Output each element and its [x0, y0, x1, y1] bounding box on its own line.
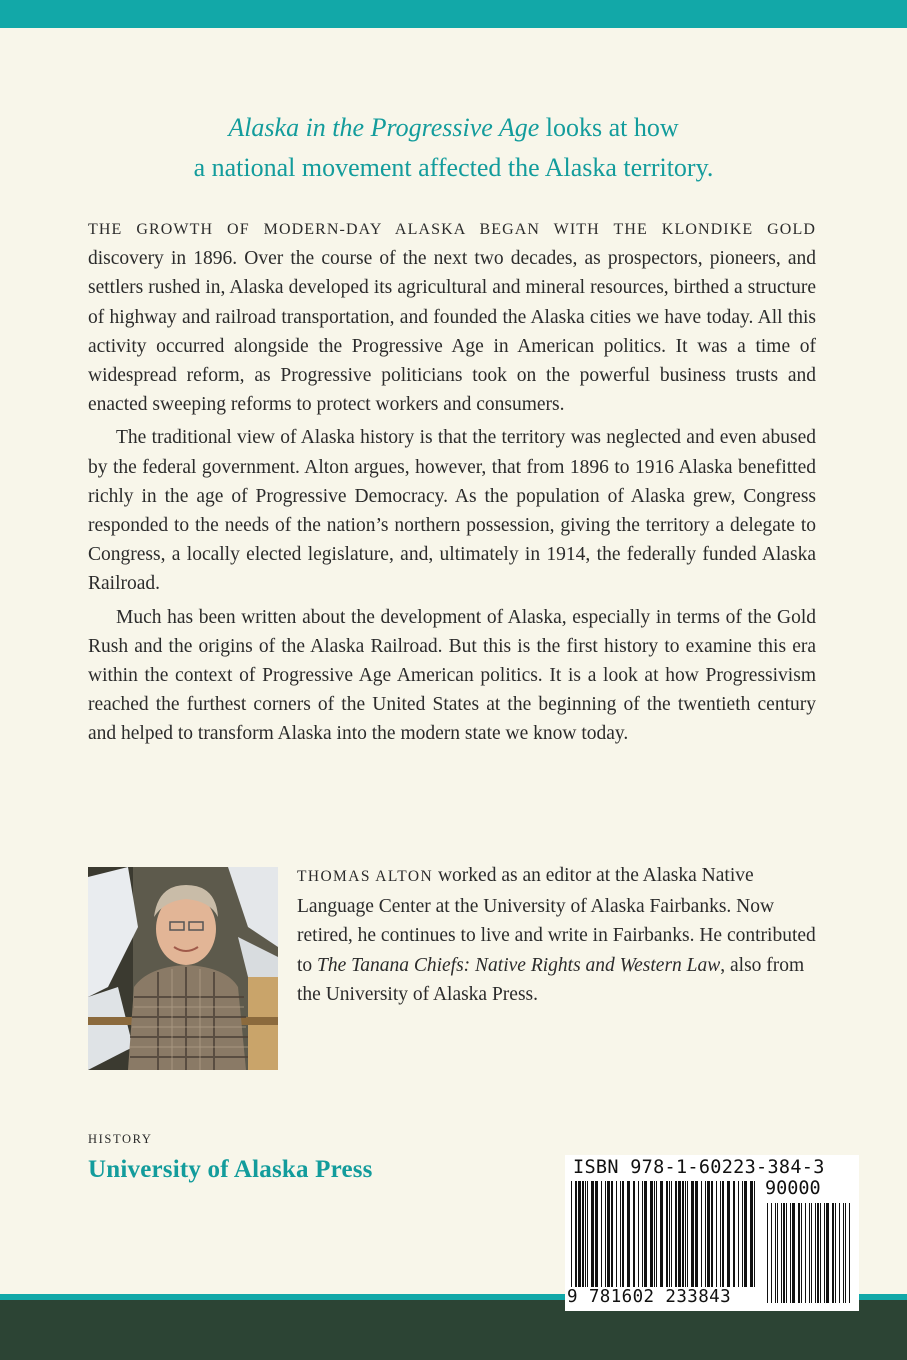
price-addon-barcode-icon [765, 1203, 853, 1305]
book-title: Alaska in the Progressive Age [228, 113, 540, 142]
price-code: 90000 [765, 1178, 821, 1199]
isbn-label: ISBN 978-1-60223-384-3 [573, 1157, 825, 1178]
top-color-band [0, 0, 907, 28]
author-portrait-icon [88, 867, 278, 1070]
publisher-name: University of Alaska Press [88, 1156, 373, 1183]
tagline-line-1: Alaska in the Progressive Age looks at how [228, 113, 679, 142]
author-bio: THOMAS ALTON worked as an editor at the Alaska Native Language Center at the University of Alaska Fairbanks. Now retired, he continues to live and write in Fairbanks. He contributed to The Tanana Chiefs: Native Rights and Western Law, also from the University of Alaska Press. [297, 865, 816, 1006]
description-paragraph-3: Much has been written about the development of Alaska, especially in terms of the Gold Rush and the origins of the Alaska Railroad. But this is the first history to examine this era within the context of Progressive Age American politics. It is a look at how Progressivism reached the furthest corners of the United States at the beginning of the twentieth century and helped to transform Alaska into the modern state we know today. [88, 606, 816, 745]
lead-in-caps: THE GROWTH OF MODERN-DAY ALASKA BEGAN WITH THE KLONDIKE GOLD [88, 221, 816, 238]
tagline-line-2: a national movement affected the Alaska territory. [193, 153, 714, 182]
author-photo [88, 867, 278, 1070]
author-name: THOMAS ALTON [297, 868, 434, 885]
barcode-panel [565, 1155, 859, 1311]
ean-barcode-icon [569, 1181, 759, 1291]
related-book-title: The Tanana Chiefs: Native Rights and Western Law [317, 954, 721, 976]
description-paragraph-2: The traditional view of Alaska history is that the territory was neglected and even abused by the federal government. Alton argues, however, that from 1896 to 1916 Alaska benefitted richly in the age of Progressive Democracy. As the population of Alaska grew, Congress responded to the needs of the nation’s northern possession, giving the territory a delegate to Congress, a locally elected legislature, and, ultimately in 1914, the federally funded Alaska Railroad. [88, 427, 816, 595]
ean-digits: 9 781602 233843 [567, 1287, 732, 1307]
book-description [88, 214, 816, 753]
description-paragraph-1: THE GROWTH OF MODERN-DAY ALASKA BEGAN WITH THE KLONDIKE GOLD discovery in 1896. Over the course of the next two decades, as prospectors, pioneers, and settlers rushed in, Alaska developed its agricultural and mineral resources, birthed a structure of highway and railroad transportation, and founded the Alaska cities we have today. All this activity occurred alongside the Progressive Age in American politics. It was a time of widespread reform, as Progressive politicians took on the powerful business trusts and enacted sweeping reforms to protect workers and consumers. [88, 221, 816, 416]
category-label: HISTORY [88, 1132, 153, 1146]
tagline [0, 108, 907, 188]
